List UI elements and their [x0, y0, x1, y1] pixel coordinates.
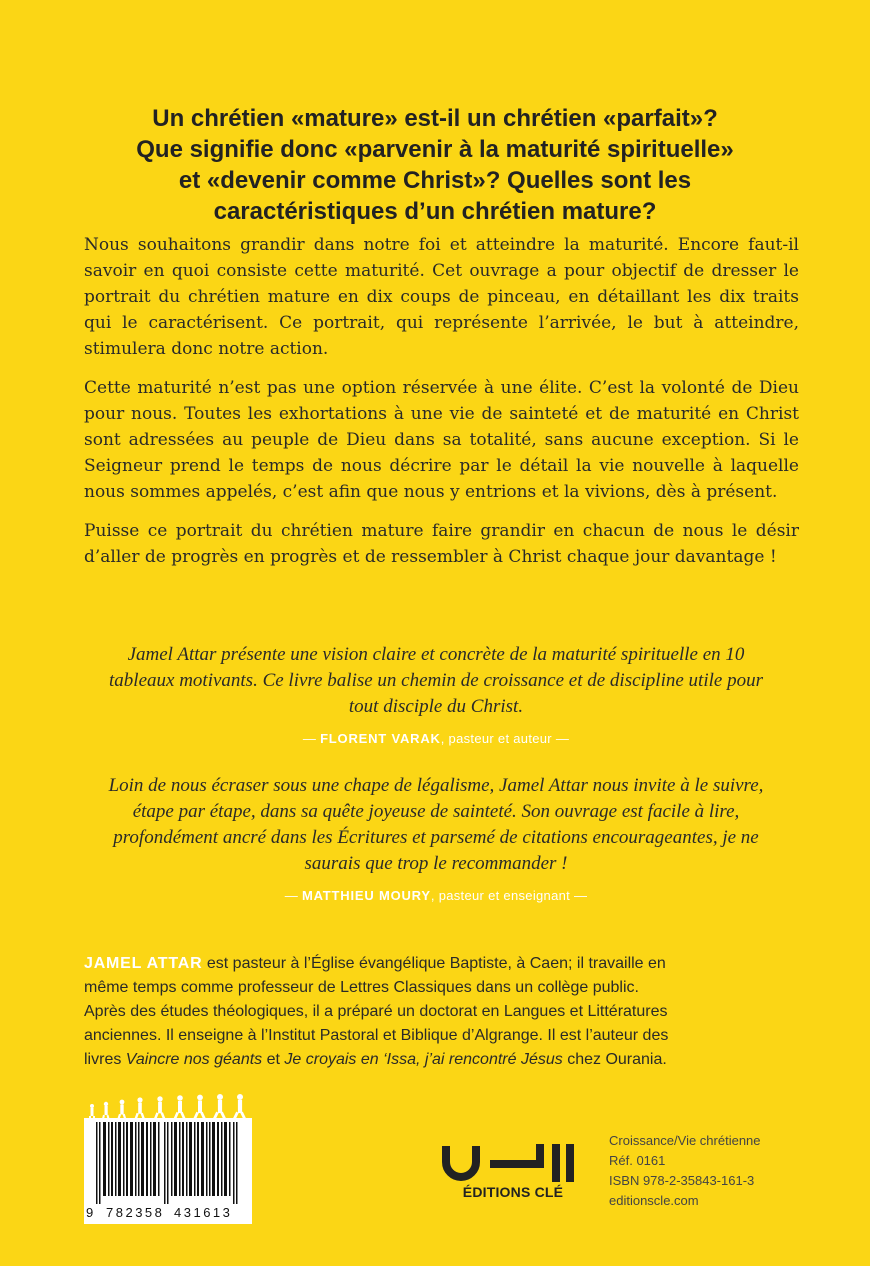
headline-line: et «devenir comme Christ»? Quelles sont les	[178, 167, 692, 194]
barcode-bars-icon	[84, 1122, 252, 1212]
endorsement-attribution	[96, 730, 776, 748]
cover-headline	[70, 103, 800, 227]
attribution-dash: —	[284, 888, 302, 903]
bio-text: livres	[84, 1051, 126, 1068]
endorser-role: , pasteur et enseignant	[430, 888, 571, 903]
endorser-role: , pasteur et auteur	[440, 731, 552, 746]
endorser-name: MATTHIEU MOURY	[301, 888, 431, 903]
bio-text: Après des études théologiques, il a préparé un doctorat en Langues et Littératures	[84, 1003, 668, 1020]
endorser-name: FLORENT VARAK	[320, 731, 441, 746]
editions-cle-logo-icon	[438, 1140, 588, 1184]
attribution-dash: —	[570, 888, 588, 903]
isbn-barcode	[84, 1118, 252, 1224]
publisher-name: ÉDITIONS CLÉ	[462, 1184, 564, 1200]
endorsement-attribution	[96, 887, 776, 905]
book-title: Vaincre nos géants	[125, 1051, 263, 1068]
bio-text: chez Ourania.	[562, 1051, 667, 1068]
headline-line: Que signifie donc «parvenir à la maturité spirituelle»	[136, 136, 734, 163]
attribution-dash: —	[302, 731, 321, 746]
publisher-website[interactable]: editionscle.com	[609, 1193, 699, 1208]
book-category: Croissance/Vie chrétienne	[609, 1133, 761, 1148]
headline-line: Un chrétien «mature» est-il un chrétien «parfait»?	[152, 105, 718, 132]
blurb-paragraph: Nous souhaitons grandir dans notre foi et atteindre la maturité. Encore faut-il savoir en quoi consiste cette maturité. Cet ouvrage a pour objectif de dresser le portrait du chrétien mature en dix coups de pinceau, en détaillant les dix traits qui le caractérisent. Ce portrait, qui représente l’arrivée, le but à atteindre, stimulera donc notre action.	[84, 235, 799, 359]
endorsement-text: Loin de nous écraser sous une chape de légalisme, Jamel Attar nous invite à le suivre, étape par étape, dans sa quête joyeuse de sainteté. Son ouvrage est facile à lire, profondément ancré dans les Écritures et parsemé de citations encourageantes, je ne saurais que trop le recommander !	[108, 775, 764, 874]
bio-text: anciennes. Il enseigne à l’Institut Pastoral et Biblique d’Algrange. Il est l’auteur des	[84, 1027, 669, 1044]
barcode-digit-group: 782358	[106, 1205, 165, 1220]
book-title: Je croyais en ‘Issa, j’ai rencontré Jésus	[284, 1051, 563, 1068]
blurb	[84, 232, 799, 583]
barcode-digit: 9	[86, 1205, 94, 1220]
publisher-logo	[438, 1140, 588, 1210]
endorsement	[96, 642, 776, 748]
bio-text: et	[262, 1051, 285, 1068]
endorsement-text: Jamel Attar présente une vision claire et concrète de la maturité spirituelle en 10 tableaux motivants. Ce livre balise un chemin de croissance et de discipline utile pour tout disciple du Christ.	[109, 644, 763, 717]
author-bio	[84, 952, 804, 1072]
attribution-dash: —	[551, 731, 570, 746]
publisher-info	[609, 1131, 761, 1211]
endorsement	[96, 773, 776, 905]
walking-figures-icon	[84, 1094, 252, 1120]
bio-text: même temps comme professeur de Lettres Classiques dans un collège public.	[84, 979, 639, 996]
barcode-digit-group: 431613	[174, 1205, 233, 1220]
isbn: ISBN 978-2-35843-161-3	[609, 1173, 755, 1188]
reference-number: Réf. 0161	[609, 1153, 666, 1168]
bio-text: est pasteur à l’Église évangélique Baptiste, à Caen; il travaille en	[202, 955, 666, 972]
headline-line: caractéristiques d’un chrétien mature?	[213, 198, 657, 225]
blurb-paragraph: Puisse ce portrait du chrétien mature faire grandir en chacun de nous le désir d’aller de progrès en progrès et de ressembler à Christ chaque jour davantage !	[84, 521, 799, 567]
author-name: JAMEL ATTAR	[84, 955, 203, 972]
blurb-paragraph: Cette maturité n’est pas une option réservée à une élite. C’est la volonté de Dieu pour nous. Toutes les exhortations à une vie de sainteté et de maturité en Christ sont adressées au peuple de Dieu dans sa totalité, sans aucune exception. Si le Seigneur prend le temps de nous décrire par le détail la vie nouvelle à laquelle nous sommes appelés, c’est afin que nous y entrions et la vivions, dès à présent.	[84, 378, 799, 502]
